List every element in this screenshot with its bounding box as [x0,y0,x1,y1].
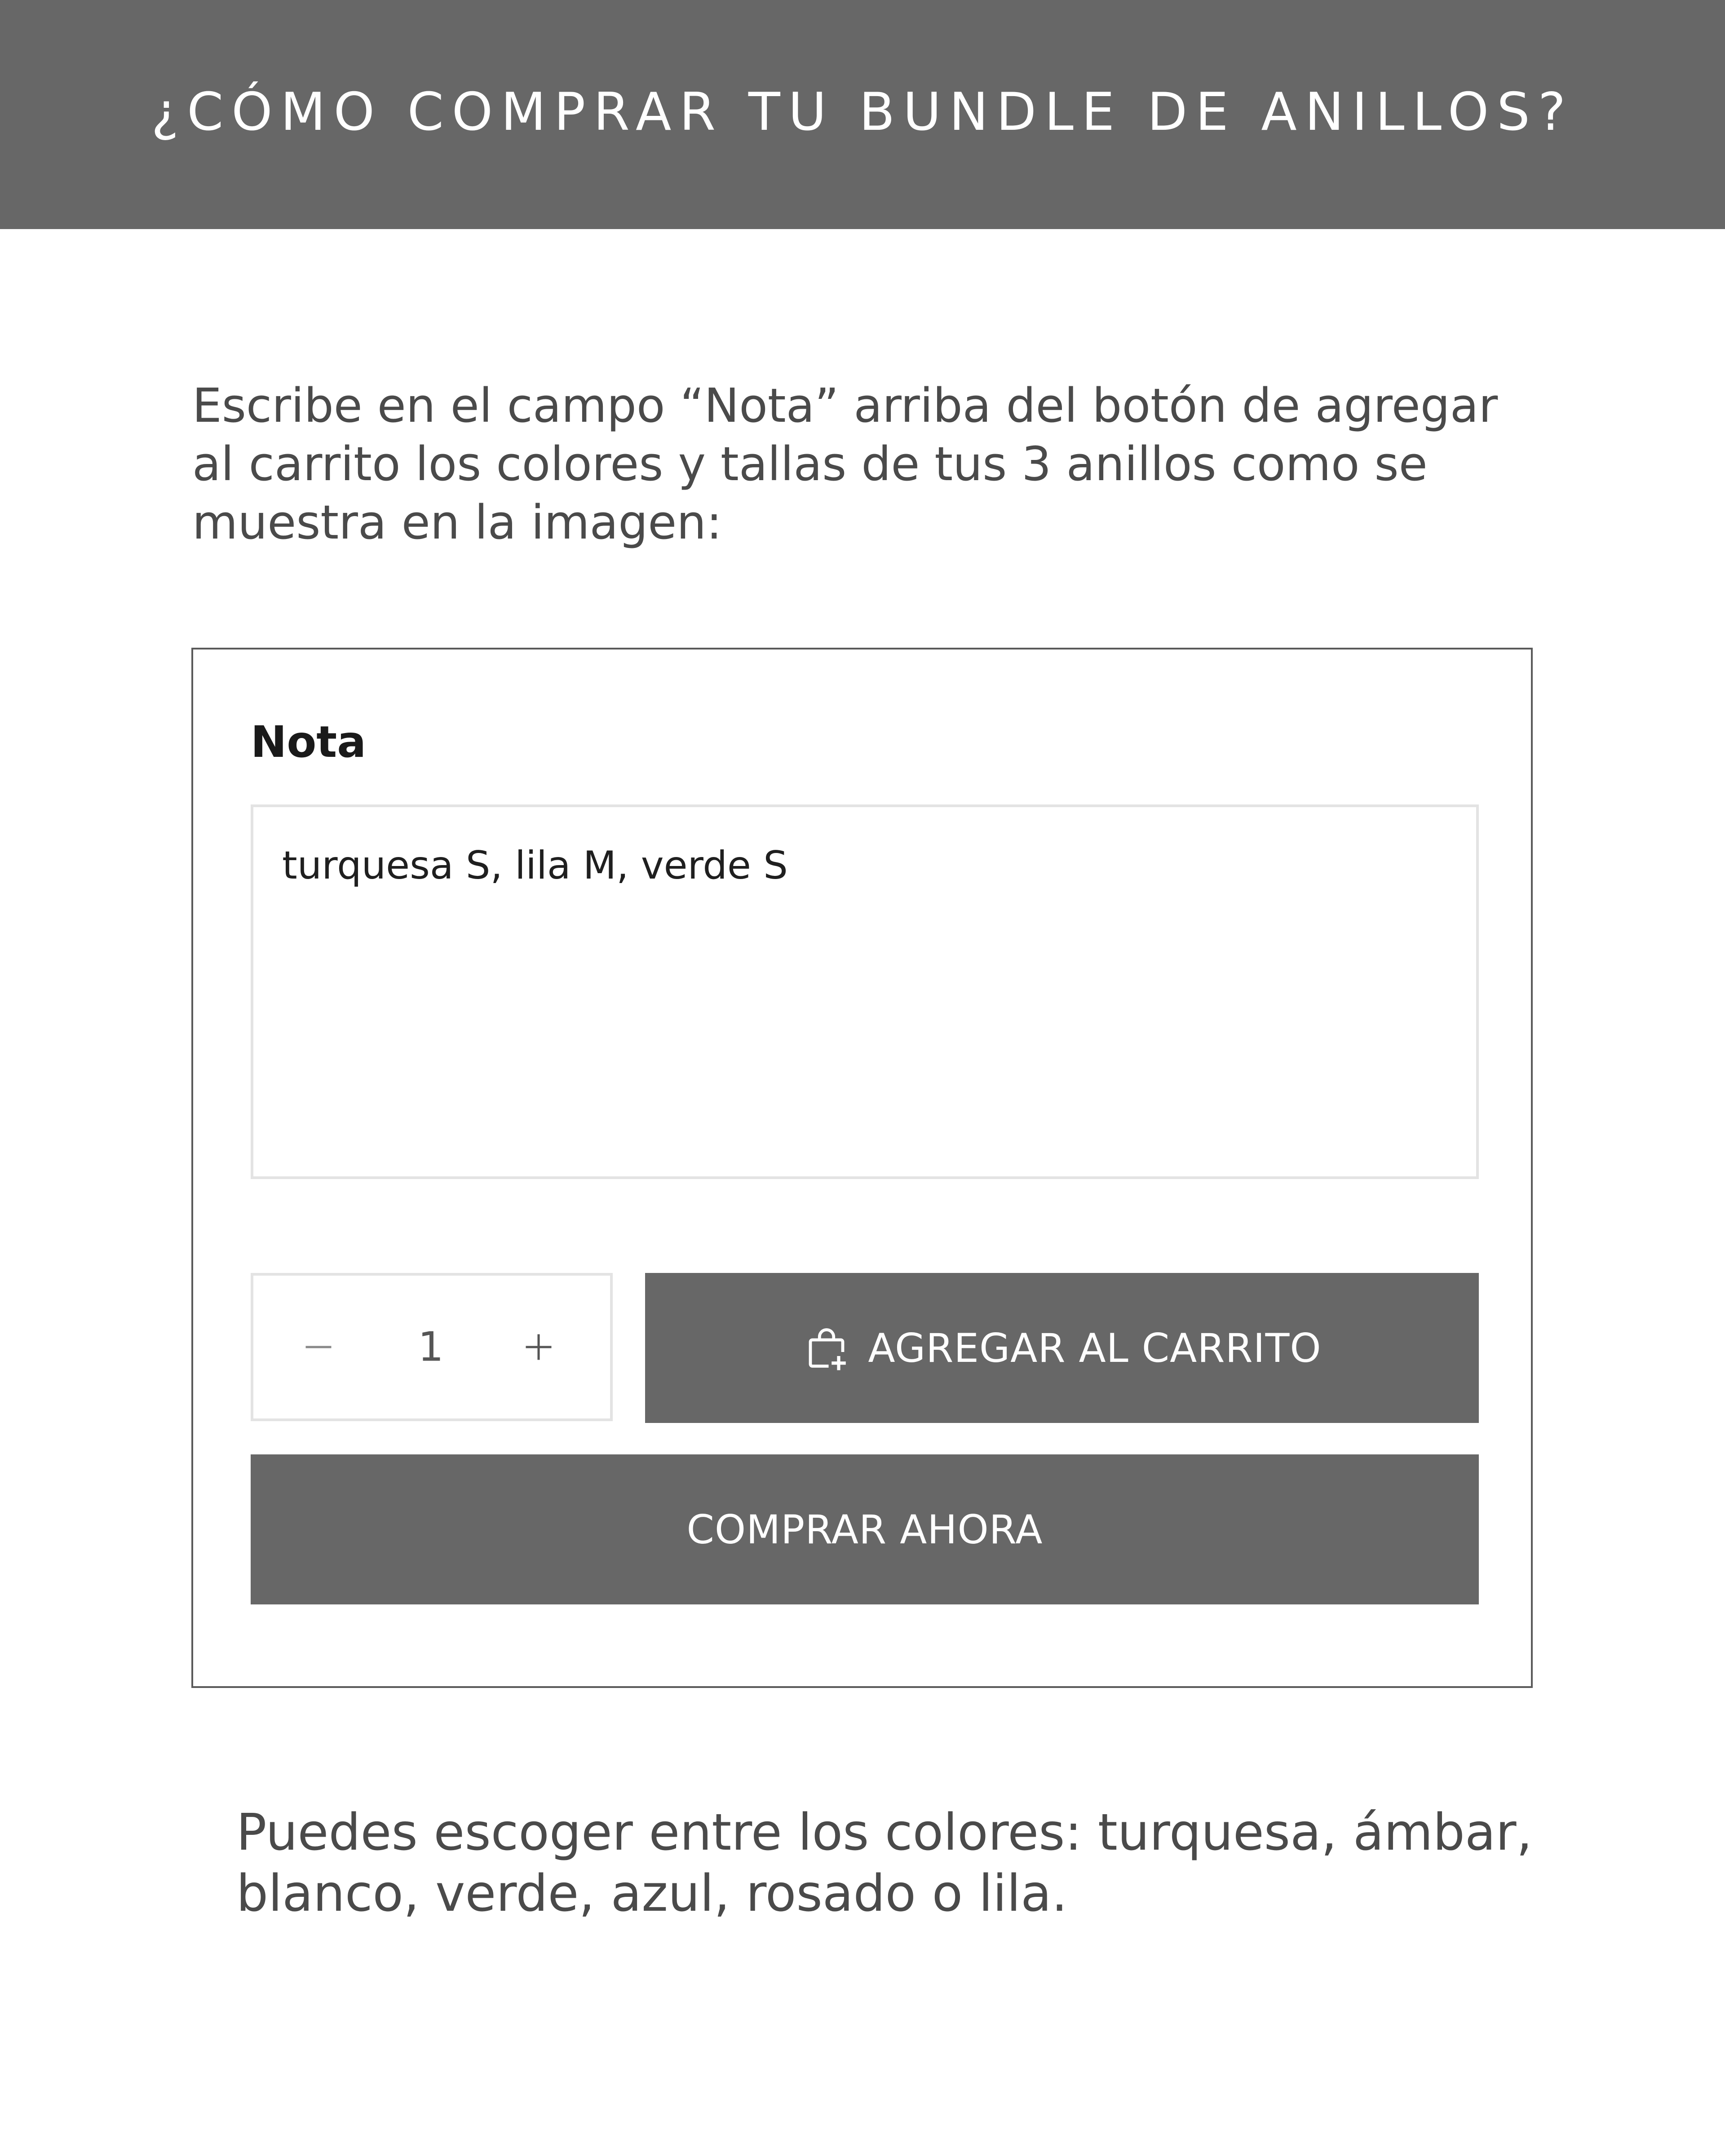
quantity-stepper[interactable] [251,1273,613,1421]
page-title: ¿CÓMO COMPRAR TU BUNDLE DE ANILLOS? [151,81,1574,142]
cart-add-icon [802,1324,851,1372]
increment-button[interactable] [505,1313,572,1381]
color-options-text: Puedes escoger entre los colores: turquesa, ámbar, blanco, verde, azul, rosado o lila. [236,1803,1533,1923]
plus-icon [522,1330,556,1364]
product-form-example [191,648,1533,1688]
note-textarea[interactable] [251,804,1479,1179]
instructions-text: Escribe en el campo “Nota” arriba del botón de agregar al carrito los colores y tallas de tus 3 anillos como se muestra en la imagen: [192,378,1498,550]
note-value: turquesa S, lila M, verde S [282,843,788,888]
note-label: Nota [251,717,366,767]
quantity-value[interactable]: 1 [418,1323,444,1371]
header-banner [0,0,1725,229]
minus-icon [301,1330,336,1364]
add-to-cart-button[interactable] [645,1273,1479,1423]
buy-now-button[interactable]: COMPRAR AHORA [251,1454,1479,1604]
add-to-cart-label: AGREGAR AL CARRITO [868,1325,1322,1371]
decrement-button[interactable] [285,1313,352,1381]
